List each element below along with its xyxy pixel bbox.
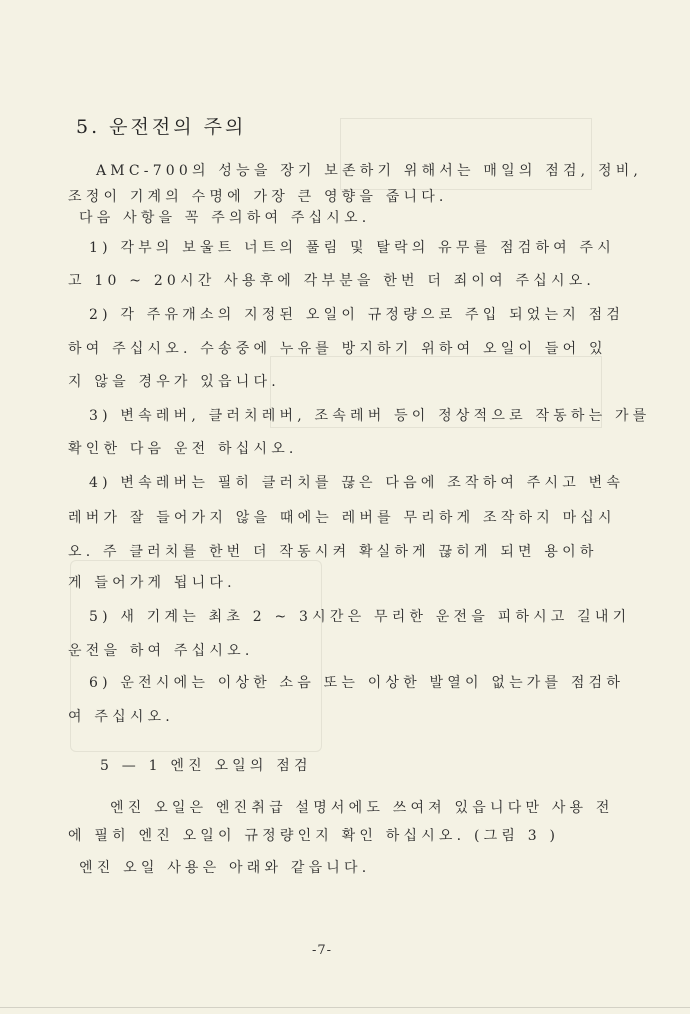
body-line: 5) 새 기계는 최초 2 ~ 3시간은 무리한 운전을 피하시고 길내기	[89, 609, 631, 625]
body-line: AMC-700의 성능을 장기 보존하기 위해서는 매일의 점검, 정비,	[96, 163, 643, 179]
body-line: 여 주십시오.	[68, 709, 174, 725]
scan-edge-line	[0, 1007, 690, 1008]
body-line: 조정이 기계의 수명에 가장 큰 영향을 줍니다.	[68, 189, 448, 205]
body-line: 엔진 오일 사용은 아래와 같읍니다.	[79, 860, 371, 876]
subsection-title: 5 — 1 엔진 오일의 점검	[100, 758, 312, 774]
body-line: 다음 사항을 꼭 주의하여 주십시오.	[79, 210, 371, 226]
body-line: 고 10 ~ 20시간 사용후에 각부분을 한번 더 죄이여 주십시오.	[68, 273, 596, 289]
body-line: 6) 운전시에는 이상한 소음 또는 이상한 발열이 없는가를 점검하	[89, 675, 625, 691]
body-line: 에 필히 엔진 오일이 규정량인지 확인 하십시오. (그림 3 )	[68, 828, 560, 844]
body-line: 확인한 다음 운전 하십시오.	[68, 441, 298, 457]
body-line: 3) 변속레버, 클러치레버, 조속레버 등이 정상적으로 작동하는 가를	[89, 408, 651, 424]
body-line: 2) 각 주유개소의 지정된 오일이 규정량으로 주입 되었는지 점검	[89, 307, 625, 323]
body-line: 운전을 하여 주십시오.	[68, 643, 254, 659]
body-line: 4) 변속레버는 필히 클러치를 끊은 다음에 조작하여 주시고 변속	[89, 475, 625, 491]
body-line: 오. 주 클러치를 한번 더 작동시켜 확실하게 끊히게 되면 용이하	[68, 544, 598, 560]
page-number: -7-	[312, 943, 333, 958]
body-line: 지 않을 경우가 있읍니다.	[68, 374, 280, 390]
body-line: 레버가 잘 들어가지 않을 때에는 레버를 무리하게 조작하지 마십시	[68, 510, 616, 526]
section-title: 5. 운전전의 주의	[76, 116, 247, 138]
body-line: 1) 각부의 보울트 너트의 풀림 및 탈락의 유무를 점검하여 주시	[89, 240, 615, 256]
body-line: 게 들어가게 됩니다.	[68, 575, 236, 591]
body-line: 엔진 오일은 엔진취급 설명서에도 쓰여져 있읍니다만 사용 전	[110, 800, 614, 816]
body-line: 하여 주십시오. 수송중에 누유를 방지하기 위하여 오일이 들어 있	[68, 341, 607, 357]
